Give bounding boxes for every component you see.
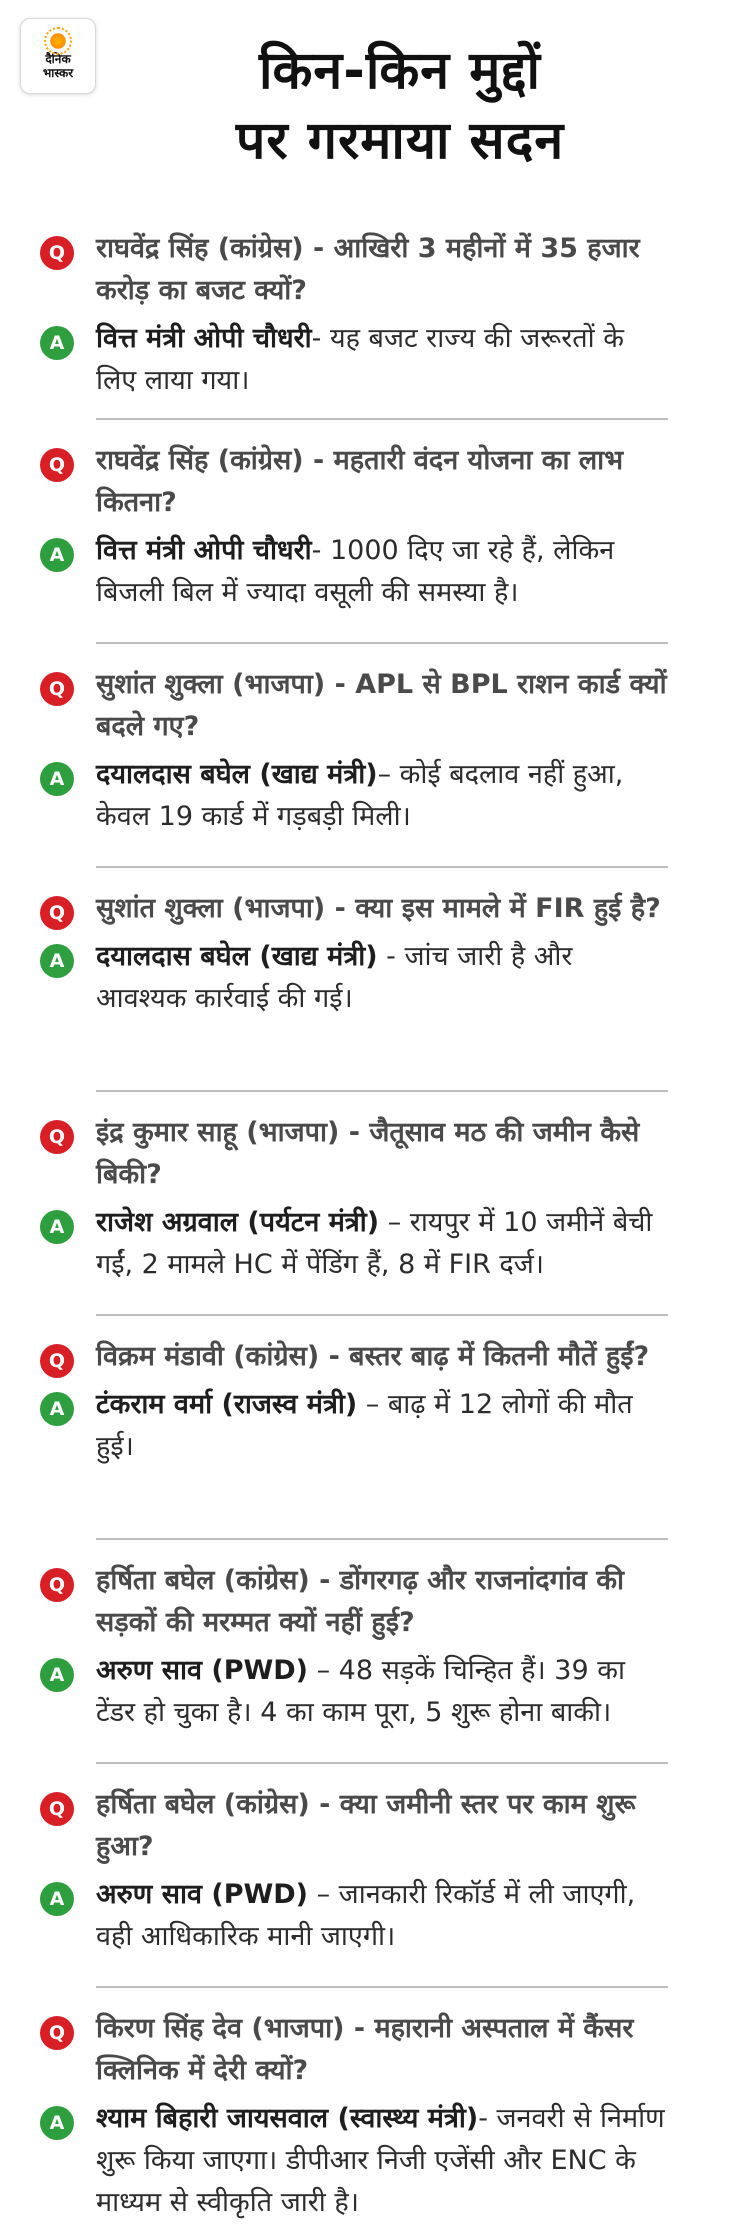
- answer-row: [40, 1384, 668, 1468]
- answer-row: [40, 318, 668, 402]
- divider: [96, 1762, 668, 1764]
- sun-icon: [49, 32, 67, 50]
- question-text: इंद्र कुमार साहू (भाजपा) - जैतूसाव मठ की जमीन कैसे बिकी?: [96, 1117, 640, 1190]
- answer-badge-icon: A: [40, 326, 74, 360]
- question-row: [40, 888, 668, 930]
- question-text: हर्षिता बघेल (कांग्रेस) - डोंगरगढ़ और राजनांदगांव की सड़कों की मरम्मत क्यों नहीं हुई?: [96, 1565, 624, 1638]
- answer-text: – जानकारी रिकॉर्ड में ली जाएगी, वही आधिकारिक मानी जाएगी।: [96, 1879, 636, 1952]
- answer-speaker: श्याम बिहारी जायसवाल (स्वास्थ्य मंत्री): [96, 2103, 479, 2134]
- question-text: सुशांत शुक्ला (भाजपा) - क्या इस मामले में FIR हुई है?: [96, 893, 661, 924]
- question-badge-icon: Q: [40, 1120, 74, 1154]
- question-text: किरण सिंह देव (भाजपा) - महारानी अस्पताल में कैंसर क्लिनिक में देरी क्यों?: [96, 2013, 634, 2086]
- answer-speaker: वित्त मंत्री ओपी चौधरी: [96, 535, 312, 566]
- answer-badge-icon: A: [40, 944, 74, 978]
- answer-badge-icon: A: [40, 1882, 74, 1916]
- answer-text: – बाढ़ में 12 लोगों की मौत हुई।: [96, 1389, 633, 1462]
- question-row: [40, 1336, 668, 1378]
- answer-speaker: अरुण साव (PWD): [96, 1655, 309, 1686]
- answer-text: – 48 सड़कें चिन्हित हैं। 39 का टेंडर हो चुका है। 4 का काम पूरा, 5 शुरू होना बाकी।: [96, 1655, 625, 1728]
- answer-speaker: वित्त मंत्री ओपी चौधरी: [96, 323, 312, 354]
- dainik-bhaskar-logo: [20, 18, 96, 94]
- question-badge-icon: Q: [40, 448, 74, 482]
- answer-row: [40, 936, 668, 1020]
- divider: [96, 1090, 668, 1092]
- divider: [96, 1538, 668, 1540]
- qa-item: [40, 1560, 668, 1778]
- question-badge-icon: Q: [40, 1568, 74, 1602]
- question-text: राघवेंद्र सिंह (कांग्रेस) - महतारी वंदन योजना का लाभ कितना?: [96, 445, 624, 518]
- question-text: राघवेंद्र सिंह (कांग्रेस) - आखिरी 3 महीनों में 35 हजार करोड़ का बजट क्यों?: [96, 233, 640, 306]
- answer-badge-icon: A: [40, 762, 74, 796]
- logo-text-line2: भास्कर: [42, 66, 74, 80]
- qa-item: [40, 2008, 668, 2226]
- title-line-2: पर गरमाया सदन: [235, 111, 565, 171]
- question-badge-icon: Q: [40, 2016, 74, 2050]
- qa-list: [40, 222, 668, 2226]
- answer-badge-icon: A: [40, 2106, 74, 2140]
- answer-row: [40, 2098, 668, 2224]
- question-row: [40, 664, 668, 748]
- question-badge-icon: Q: [40, 1792, 74, 1826]
- divider: [96, 866, 668, 868]
- answer-text: - 1000 दिए जा रहे हैं, लेकिन बिजली बिल में ज्यादा वसूली की समस्या है।: [96, 535, 615, 608]
- question-text: विक्रम मंडावी (कांग्रेस) - बस्तर बाढ़ में कितनी मौतें हुईं?: [96, 1341, 650, 1372]
- question-row: [40, 1784, 668, 1868]
- question-row: [40, 2008, 668, 2092]
- answer-badge-icon: A: [40, 1658, 74, 1692]
- divider: [96, 1314, 668, 1316]
- question-row: [40, 228, 668, 312]
- question-badge-icon: Q: [40, 1344, 74, 1378]
- answer-badge-icon: A: [40, 538, 74, 572]
- qa-item: [40, 1336, 668, 1554]
- divider: [96, 418, 668, 420]
- qa-item: [40, 228, 668, 434]
- divider: [96, 1986, 668, 1988]
- title-line-1: किन-किन मुद्दों: [259, 41, 541, 101]
- qa-item: [40, 440, 668, 658]
- question-badge-icon: Q: [40, 896, 74, 930]
- divider: [96, 642, 668, 644]
- answer-row: [40, 1874, 668, 1958]
- answer-row: [40, 754, 668, 838]
- answer-text: - यह बजट राज्य की जरूरतों के लिए लाया गया।: [96, 323, 624, 396]
- page-title: [110, 36, 690, 176]
- logo-text-line1: दैनिक: [45, 52, 71, 66]
- question-text: सुशांत शुक्ला (भाजपा) - APL से BPL राशन कार्ड क्यों बदले गए?: [96, 669, 667, 742]
- answer-badge-icon: A: [40, 1392, 74, 1426]
- answer-text: – कोई बदलाव नहीं हुआ, केवल 19 कार्ड में गड़बड़ी मिली।: [96, 759, 624, 832]
- question-row: [40, 1560, 668, 1644]
- question-badge-icon: Q: [40, 672, 74, 706]
- answer-row: [40, 1650, 668, 1734]
- answer-speaker: राजेश अग्रवाल (पर्यटन मंत्री): [96, 1207, 380, 1238]
- answer-text: - जनवरी से निर्माण शुरू किया जाएगा। डीपीआर निजी एजेंसी और ENC के माध्यम से स्वीकृति जारी है।: [96, 2103, 665, 2218]
- qa-item: [40, 888, 668, 1106]
- answer-speaker: टंकराम वर्मा (राजस्व मंत्री): [96, 1389, 358, 1420]
- answer-row: [40, 1202, 668, 1286]
- answer-badge-icon: A: [40, 1210, 74, 1244]
- answer-speaker: दयालदास बघेल (खाद्य मंत्री): [96, 759, 378, 790]
- qa-item: [40, 1784, 668, 2002]
- answer-text: - जांच जारी है और आवश्यक कार्रवाई की गई।: [96, 941, 573, 1014]
- question-text: हर्षिता बघेल (कांग्रेस) - क्या जमीनी स्तर पर काम शुरू हुआ?: [96, 1789, 636, 1862]
- answer-speaker: दयालदास बघेल (खाद्य मंत्री): [96, 941, 378, 972]
- question-badge-icon: Q: [40, 236, 74, 270]
- answer-row: [40, 530, 668, 614]
- qa-item: [40, 1112, 668, 1330]
- answer-speaker: अरुण साव (PWD): [96, 1879, 309, 1910]
- question-row: [40, 440, 668, 524]
- answer-text: – रायपुर में 10 जमीनें बेची गईं, 2 मामले HC में पेंडिंग हैं, 8 में FIR दर्ज।: [96, 1207, 653, 1280]
- question-row: [40, 1112, 668, 1196]
- qa-item: [40, 664, 668, 882]
